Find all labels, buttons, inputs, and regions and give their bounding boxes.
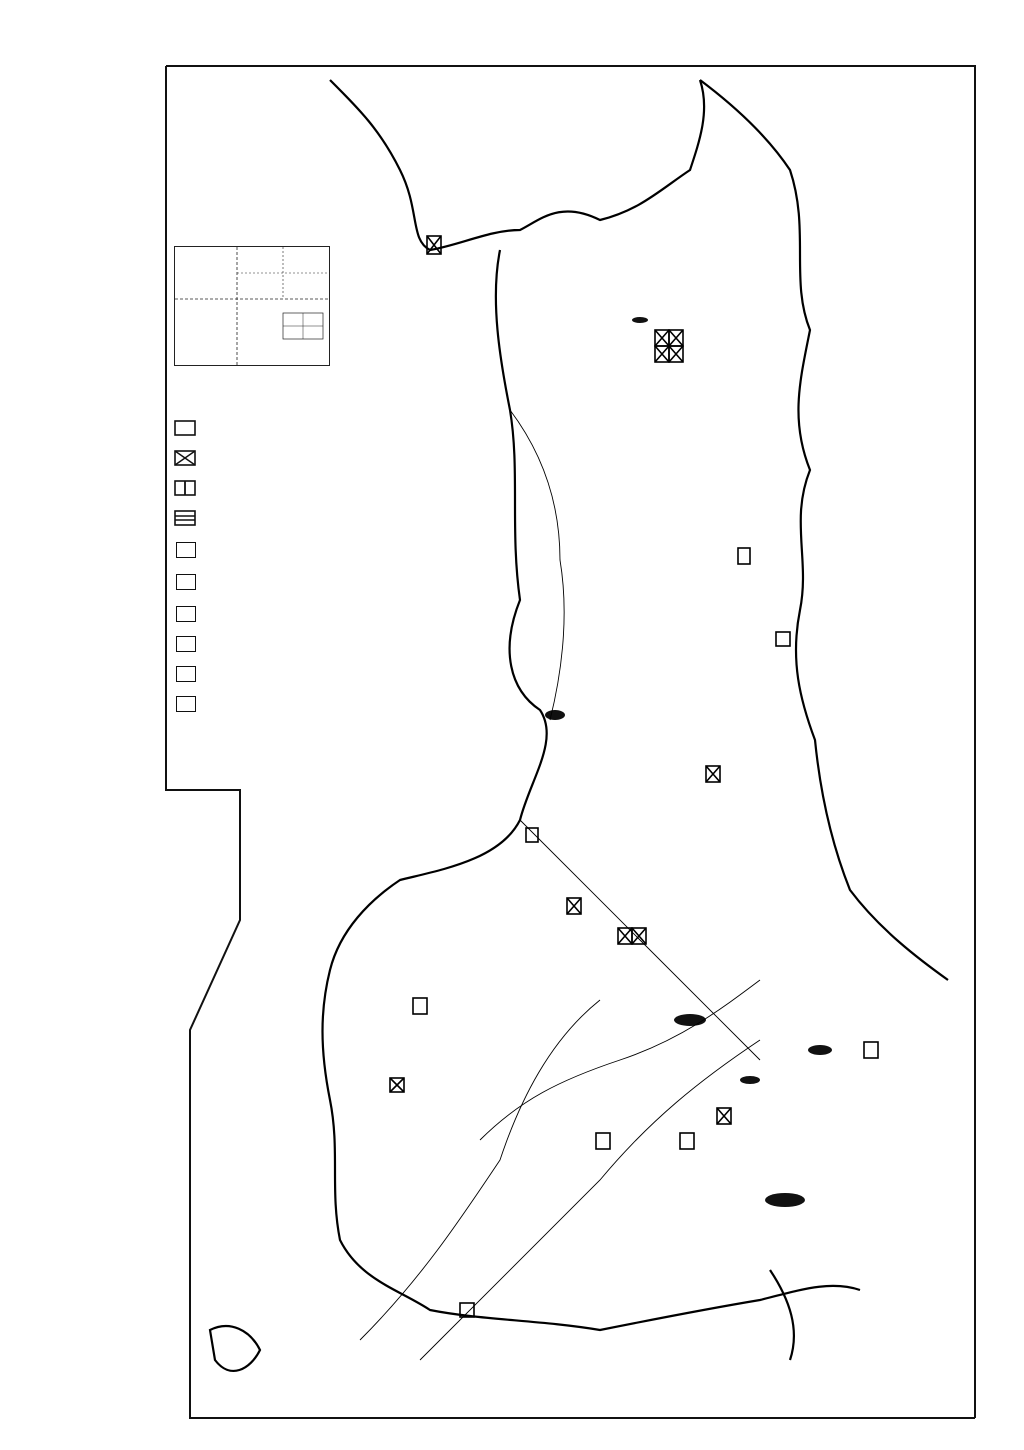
survey-symbols [390,236,878,1317]
striped-square-icon [174,510,196,526]
lakes [545,317,832,1207]
legend-empty-box [176,606,196,622]
map-legend [168,118,333,718]
inset-grid [175,247,329,365]
legend-item-magn-sling [174,420,204,436]
roads [360,410,760,1360]
legend-empty-box [176,696,196,712]
legend-empty-box [176,542,196,558]
legend-item-gravimetraus [174,450,204,466]
legend-item-muu-mittaus [174,510,204,526]
legend-item-ip [174,480,204,496]
ip-symbol-icon [174,480,196,496]
sheet-division-inset [174,246,330,366]
legend-empty-box [176,574,196,590]
open-square-icon [174,420,196,436]
legend-empty-box [176,666,196,682]
legend-empty-box [176,636,196,652]
crossed-square-icon [174,450,196,466]
